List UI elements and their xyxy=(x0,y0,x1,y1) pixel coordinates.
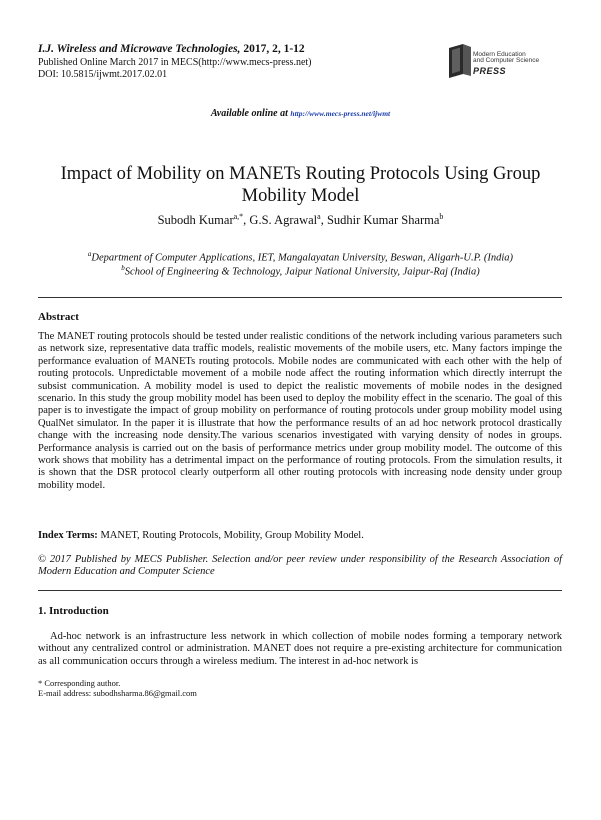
journal-header xyxy=(38,43,305,55)
affiliation-text: School of Engineering & Technology, Jaipur National University, Jaipur-Raj (India) xyxy=(124,266,480,278)
divider xyxy=(38,297,562,298)
section-heading: 1. Introduction xyxy=(38,605,109,617)
paper-title: Impact of Mobility on MANETs Routing Protocols Using Group Mobility Model xyxy=(60,164,541,206)
introduction-text: Ad-hoc network is an infrastructure less network in which collection of mobile nodes forming a temporary network without any centralized control or administration. MANET does not require a pre-existing architecture for communication as all communication occurs through a wireless medium. The interest in ad-hoc network is xyxy=(38,631,562,667)
author-affiliation-mark: a,* xyxy=(233,212,244,221)
author-name: Sudhir Kumar Sharma xyxy=(326,213,440,228)
affiliation-mark: b xyxy=(121,264,125,272)
index-terms-text: MANET, Routing Protocols, Mobility, Group Mobility Model. xyxy=(97,530,364,541)
logo-line-1: Modern Education xyxy=(473,51,526,58)
publisher-logo xyxy=(445,40,565,86)
corresponding-author-note: * Corresponding author. xyxy=(38,678,121,688)
affiliation-text: Department of Computer Applications, IET, Mangalayatan University, Beswan, Aligarh-U.P. (India) xyxy=(91,252,514,264)
affiliation xyxy=(0,264,601,278)
journal-title: I.J. Wireless and Microwave Technologies, xyxy=(38,43,241,55)
logo-line-3: PRESS xyxy=(473,66,507,76)
author-name: Subodh Kumar xyxy=(157,213,234,228)
author-separator: , xyxy=(320,213,327,228)
author-separator: , xyxy=(243,213,250,228)
affiliation-mark: a xyxy=(87,250,92,258)
author-name: G.S. Agrawal xyxy=(249,213,318,228)
journal-link[interactable]: http://www.mecs-press.net/ijwmt xyxy=(290,109,391,118)
logo-line-2: and Computer Science xyxy=(473,57,540,64)
published-online: Published Online March 2017 in MECS(http://www.mecs-press.net) xyxy=(38,57,312,68)
author-list xyxy=(0,212,601,228)
copyright-notice: © 2017 Published by MECS Publisher. Selection and/or peer review under responsibility of the Research Association of Modern Education and Computer Science xyxy=(38,554,562,578)
index-terms-label: Index Terms: xyxy=(38,530,98,541)
abstract-heading: Abstract xyxy=(38,311,79,323)
availability-line xyxy=(0,108,601,119)
availability-label: Available online at xyxy=(210,108,291,119)
divider xyxy=(38,590,562,591)
author-affiliation-mark: b xyxy=(439,212,444,221)
abstract-text: The MANET routing protocols should be tested under realistic conditions of the network including various parameters such as network size, representative data traffic models, realistic movements of the mobile users, etc. Many factors impinge the performance evaluation of MANETs routing protocols. Mobile nodes are communicated with each other with the help of routing protocols. Unpredictable movement of a mobile node affect the routing information which directly interrupt the subsist communication. A mobility model is used to depict the realistic movements of mobile nodes in the designed scenario. In this study the group mobility model has been used to deploy the mobility effect in the scenario. The goal of this paper is to investigate the impact of group mobility on performance of routing protocols under group mobility model using QualNet simulator. In the paper it is illustrate that how the performance results of an ad hoc network protocol drastically change with the increasing node density.The various scenarios investigated with varying density of nodes in groups. Performance analysis is carried out on the basis of performance metrics under group mobility model. The outcome of this work shows that mobility has a detrimental impact on the performance of routing protocols. From the simulation results, it is shown that the DSR protocol clearly outperform all other routing protocols with increasing node density under group mobility model. xyxy=(38,331,562,491)
email-address: E-mail address: subodhsharma.86@gmail.com xyxy=(38,688,197,698)
author-affiliation-mark: a xyxy=(317,212,321,221)
index-terms xyxy=(38,530,562,541)
journal-issue: 2017, 2, 1-12 xyxy=(240,43,305,55)
affiliation xyxy=(0,250,601,264)
book-icon xyxy=(445,40,475,80)
doi: DOI: 10.5815/ijwmt.2017.02.01 xyxy=(38,69,168,80)
footnote xyxy=(38,678,197,698)
